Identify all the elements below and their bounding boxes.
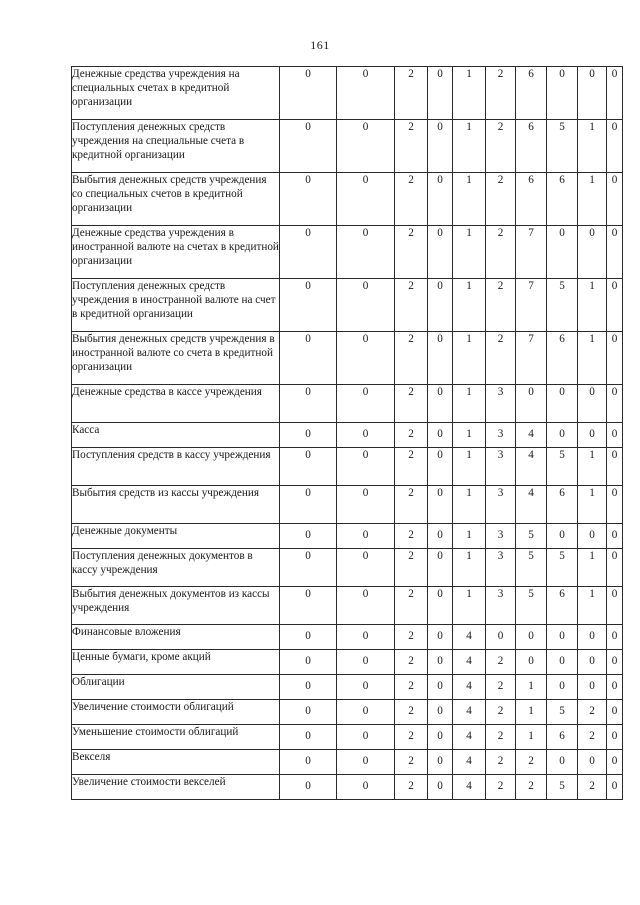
code-digit-cell: 0 (337, 226, 395, 279)
code-digit-cell: 1 (453, 486, 486, 524)
code-digit-cell: 0 (428, 279, 453, 332)
code-digit-cell: 0 (607, 625, 623, 650)
code-digit-cell: 0 (280, 725, 337, 750)
code-digit-cell: 0 (337, 549, 395, 587)
code-digit-cell: 6 (547, 486, 578, 524)
account-name-cell: Облигации (72, 675, 280, 700)
code-digit-cell: 0 (337, 423, 395, 448)
code-digit-cell: 2 (395, 675, 428, 700)
code-digit-cell: 1 (453, 226, 486, 279)
code-digit-cell: 0 (516, 650, 547, 675)
code-digit-cell: 1 (453, 524, 486, 549)
code-digit-cell: 0 (280, 524, 337, 549)
code-digit-cell: 0 (607, 332, 623, 385)
code-digit-cell: 0 (280, 226, 337, 279)
code-digit-cell: 0 (607, 650, 623, 675)
table-row (72, 625, 623, 650)
code-digit-cell: 2 (395, 650, 428, 675)
table-row (72, 279, 623, 332)
code-digit-cell: 2 (486, 700, 516, 725)
code-digit-cell: 0 (607, 173, 623, 226)
code-digit-cell: 2 (486, 226, 516, 279)
code-digit-cell: 0 (337, 120, 395, 173)
code-digit-cell: 0 (280, 332, 337, 385)
code-digit-cell: 0 (607, 486, 623, 524)
code-digit-cell: 4 (453, 725, 486, 750)
code-digit-cell: 0 (337, 587, 395, 625)
code-digit-cell: 0 (280, 650, 337, 675)
code-digit-cell: 2 (395, 173, 428, 226)
table-row (72, 120, 623, 173)
code-digit-cell: 0 (516, 385, 547, 423)
code-digit-cell: 0 (337, 625, 395, 650)
code-digit-cell: 1 (578, 549, 607, 587)
code-digit-cell: 0 (428, 650, 453, 675)
code-digit-cell: 1 (578, 486, 607, 524)
code-digit-cell: 2 (395, 700, 428, 725)
code-digit-cell: 1 (453, 385, 486, 423)
code-digit-cell: 2 (578, 725, 607, 750)
table-row (72, 423, 623, 448)
table-row (72, 700, 623, 725)
code-digit-cell: 1 (453, 549, 486, 587)
code-digit-cell: 3 (486, 549, 516, 587)
code-digit-cell: 2 (578, 775, 607, 800)
code-digit-cell: 0 (607, 226, 623, 279)
code-digit-cell: 1 (578, 173, 607, 226)
code-digit-cell: 0 (607, 423, 623, 448)
code-digit-cell: 0 (428, 750, 453, 775)
table-row (72, 67, 623, 120)
account-name-cell: Денежные средства в кассе учреждения (72, 385, 280, 423)
code-digit-cell: 0 (516, 625, 547, 650)
code-digit-cell: 2 (395, 587, 428, 625)
code-digit-cell: 2 (395, 226, 428, 279)
code-digit-cell: 2 (395, 67, 428, 120)
code-digit-cell: 3 (486, 423, 516, 448)
table-row (72, 750, 623, 775)
code-digit-cell: 0 (428, 524, 453, 549)
code-digit-cell: 1 (453, 448, 486, 486)
code-digit-cell: 0 (578, 524, 607, 549)
code-digit-cell: 2 (395, 486, 428, 524)
code-digit-cell: 5 (547, 775, 578, 800)
code-digit-cell: 6 (516, 120, 547, 173)
code-digit-cell: 2 (486, 650, 516, 675)
code-digit-cell: 2 (395, 120, 428, 173)
code-digit-cell: 2 (486, 67, 516, 120)
code-digit-cell: 0 (547, 524, 578, 549)
code-digit-cell: 0 (607, 587, 623, 625)
account-name-cell: Увеличение стоимости векселей (72, 775, 280, 800)
code-digit-cell: 2 (395, 385, 428, 423)
code-digit-cell: 1 (453, 423, 486, 448)
code-digit-cell: 1 (453, 67, 486, 120)
code-digit-cell: 0 (428, 625, 453, 650)
code-digit-cell: 2 (395, 524, 428, 549)
code-digit-cell: 6 (547, 332, 578, 385)
code-digit-cell: 0 (607, 725, 623, 750)
code-digit-cell: 4 (453, 625, 486, 650)
code-digit-cell: 3 (486, 448, 516, 486)
code-digit-cell: 1 (453, 173, 486, 226)
table-row (72, 725, 623, 750)
code-digit-cell: 0 (337, 67, 395, 120)
code-digit-cell: 4 (453, 675, 486, 700)
code-digit-cell: 2 (486, 173, 516, 226)
code-digit-cell: 0 (337, 448, 395, 486)
code-digit-cell: 0 (607, 524, 623, 549)
code-digit-cell: 5 (547, 279, 578, 332)
table-row (72, 524, 623, 549)
code-digit-cell: 0 (607, 385, 623, 423)
account-name-cell: Поступления денежных средств учреждения на специальные счета в кредитной организации (72, 120, 280, 173)
code-digit-cell: 2 (395, 775, 428, 800)
code-digit-cell: 0 (280, 423, 337, 448)
code-digit-cell: 0 (578, 750, 607, 775)
table-row (72, 650, 623, 675)
code-digit-cell: 7 (516, 279, 547, 332)
account-name-cell: Ценные бумаги, кроме акций (72, 650, 280, 675)
code-digit-cell: 0 (578, 650, 607, 675)
code-digit-cell: 0 (428, 700, 453, 725)
code-digit-cell: 2 (486, 750, 516, 775)
code-digit-cell: 2 (516, 775, 547, 800)
code-digit-cell: 0 (280, 775, 337, 800)
code-digit-cell: 2 (486, 279, 516, 332)
code-digit-cell: 0 (337, 750, 395, 775)
code-digit-cell: 3 (486, 486, 516, 524)
code-digit-cell: 2 (395, 279, 428, 332)
code-digit-cell: 0 (578, 675, 607, 700)
code-digit-cell: 7 (516, 332, 547, 385)
code-digit-cell: 2 (516, 750, 547, 775)
code-digit-cell: 5 (516, 549, 547, 587)
code-digit-cell: 0 (280, 625, 337, 650)
code-digit-cell: 1 (578, 587, 607, 625)
table-body (72, 67, 623, 800)
code-digit-cell: 0 (428, 675, 453, 700)
code-digit-cell: 0 (280, 750, 337, 775)
code-digit-cell: 0 (547, 226, 578, 279)
code-digit-cell: 0 (578, 385, 607, 423)
code-digit-cell: 1 (578, 120, 607, 173)
code-digit-cell: 0 (607, 750, 623, 775)
code-digit-cell: 5 (547, 448, 578, 486)
code-digit-cell: 0 (578, 625, 607, 650)
code-digit-cell: 1 (453, 120, 486, 173)
code-digit-cell: 0 (428, 120, 453, 173)
code-digit-cell: 4 (453, 775, 486, 800)
code-digit-cell: 3 (486, 587, 516, 625)
code-digit-cell: 0 (428, 226, 453, 279)
table-row (72, 448, 623, 486)
code-digit-cell: 0 (280, 675, 337, 700)
code-digit-cell: 0 (280, 587, 337, 625)
code-digit-cell: 0 (607, 67, 623, 120)
code-digit-cell: 3 (486, 385, 516, 423)
code-digit-cell: 3 (486, 524, 516, 549)
code-digit-cell: 5 (516, 524, 547, 549)
code-digit-cell: 1 (516, 725, 547, 750)
table-row (72, 226, 623, 279)
code-digit-cell: 0 (607, 448, 623, 486)
account-name-cell: Денежные документы (72, 524, 280, 549)
code-digit-cell: 4 (516, 486, 547, 524)
code-digit-cell: 0 (337, 650, 395, 675)
code-digit-cell: 0 (578, 423, 607, 448)
code-digit-cell: 0 (280, 67, 337, 120)
code-digit-cell: 1 (453, 587, 486, 625)
account-name-cell: Финансовые вложения (72, 625, 280, 650)
code-digit-cell: 6 (547, 587, 578, 625)
code-digit-cell: 0 (547, 385, 578, 423)
code-digit-cell: 2 (395, 725, 428, 750)
code-digit-cell: 0 (607, 279, 623, 332)
code-digit-cell: 1 (453, 279, 486, 332)
table-row (72, 587, 623, 625)
code-digit-cell: 0 (428, 67, 453, 120)
code-digit-cell: 0 (337, 486, 395, 524)
code-digit-cell: 0 (578, 226, 607, 279)
table-row (72, 775, 623, 800)
code-digit-cell: 0 (428, 385, 453, 423)
code-digit-cell: 0 (547, 750, 578, 775)
code-digit-cell: 0 (337, 332, 395, 385)
account-name-cell: Выбытия денежных документов из кассы учреждения (72, 587, 280, 625)
code-digit-cell: 0 (337, 524, 395, 549)
account-name-cell: Векселя (72, 750, 280, 775)
code-digit-cell: 0 (607, 775, 623, 800)
code-digit-cell: 4 (453, 650, 486, 675)
code-digit-cell: 6 (516, 67, 547, 120)
code-digit-cell: 7 (516, 226, 547, 279)
code-digit-cell: 5 (547, 549, 578, 587)
code-digit-cell: 6 (547, 725, 578, 750)
code-digit-cell: 0 (428, 587, 453, 625)
table-row (72, 332, 623, 385)
code-digit-cell: 0 (337, 173, 395, 226)
code-digit-cell: 5 (547, 120, 578, 173)
code-digit-cell: 2 (395, 750, 428, 775)
code-digit-cell: 1 (578, 332, 607, 385)
code-digit-cell: 0 (607, 675, 623, 700)
code-digit-cell: 2 (578, 700, 607, 725)
code-digit-cell: 2 (395, 549, 428, 587)
code-digit-cell: 5 (547, 700, 578, 725)
code-digit-cell: 0 (280, 486, 337, 524)
code-digit-cell: 2 (486, 775, 516, 800)
code-digit-cell: 0 (428, 725, 453, 750)
account-name-cell: Выбытия денежных средств учреждения в иностранной валюте со счета в кредитной организации (72, 332, 280, 385)
account-name-cell: Денежные средства учреждения в иностранной валюте на счетах в кредитной организации (72, 226, 280, 279)
code-digit-cell: 0 (280, 448, 337, 486)
accounts-code-table (71, 66, 623, 800)
code-digit-cell: 0 (280, 549, 337, 587)
table-row (72, 486, 623, 524)
code-digit-cell: 0 (428, 448, 453, 486)
code-digit-cell: 4 (453, 750, 486, 775)
code-digit-cell: 0 (337, 725, 395, 750)
table-row (72, 173, 623, 226)
code-digit-cell: 0 (337, 385, 395, 423)
code-digit-cell: 2 (395, 423, 428, 448)
code-digit-cell: 0 (280, 173, 337, 226)
code-digit-cell: 2 (486, 332, 516, 385)
code-digit-cell: 2 (395, 625, 428, 650)
code-digit-cell: 0 (280, 700, 337, 725)
account-name-cell: Увеличение стоимости облигаций (72, 700, 280, 725)
code-digit-cell: 0 (547, 67, 578, 120)
code-digit-cell: 0 (337, 775, 395, 800)
code-digit-cell: 1 (453, 332, 486, 385)
code-digit-cell: 2 (486, 675, 516, 700)
code-digit-cell: 0 (428, 423, 453, 448)
code-digit-cell: 0 (428, 486, 453, 524)
code-digit-cell: 6 (516, 173, 547, 226)
code-digit-cell: 2 (486, 120, 516, 173)
code-digit-cell: 0 (280, 120, 337, 173)
code-digit-cell: 0 (578, 67, 607, 120)
code-digit-cell: 0 (547, 423, 578, 448)
code-digit-cell: 0 (428, 173, 453, 226)
code-digit-cell: 0 (547, 675, 578, 700)
account-name-cell: Поступления денежных документов в кассу учреждения (72, 549, 280, 587)
code-digit-cell: 4 (453, 700, 486, 725)
code-digit-cell: 4 (516, 423, 547, 448)
code-digit-cell: 2 (395, 332, 428, 385)
account-name-cell: Денежные средства учреждения на специальных счетах в кредитной организации (72, 67, 280, 120)
code-digit-cell: 5 (516, 587, 547, 625)
table-row (72, 549, 623, 587)
code-digit-cell: 2 (395, 448, 428, 486)
code-digit-cell: 6 (547, 173, 578, 226)
code-digit-cell: 0 (428, 549, 453, 587)
code-digit-cell: 0 (428, 332, 453, 385)
code-digit-cell: 0 (280, 385, 337, 423)
table-row (72, 385, 623, 423)
code-digit-cell: 0 (486, 625, 516, 650)
code-digit-cell: 1 (516, 675, 547, 700)
code-digit-cell: 0 (337, 700, 395, 725)
code-digit-cell: 1 (578, 448, 607, 486)
code-digit-cell: 2 (486, 725, 516, 750)
code-digit-cell: 0 (280, 279, 337, 332)
account-name-cell: Касса (72, 423, 280, 448)
code-digit-cell: 0 (337, 279, 395, 332)
page-number: 161 (310, 38, 330, 52)
code-digit-cell: 1 (516, 700, 547, 725)
code-digit-cell: 4 (516, 448, 547, 486)
code-digit-cell: 0 (428, 775, 453, 800)
code-digit-cell: 0 (607, 120, 623, 173)
code-digit-cell: 0 (607, 700, 623, 725)
account-name-cell: Выбытия средств из кассы учреждения (72, 486, 280, 524)
table-row (72, 675, 623, 700)
code-digit-cell: 0 (337, 675, 395, 700)
account-name-cell: Поступления денежных средств учреждения в иностранной валюте на счет в кредитной организации (72, 279, 280, 332)
code-digit-cell: 0 (607, 549, 623, 587)
account-name-cell: Поступления средств в кассу учреждения (72, 448, 280, 486)
account-name-cell: Выбытия денежных средств учреждения со специальных счетов в кредитной организации (72, 173, 280, 226)
code-digit-cell: 0 (547, 650, 578, 675)
code-digit-cell: 0 (547, 625, 578, 650)
account-name-cell: Уменьшение стоимости облигаций (72, 725, 280, 750)
code-digit-cell: 1 (578, 279, 607, 332)
